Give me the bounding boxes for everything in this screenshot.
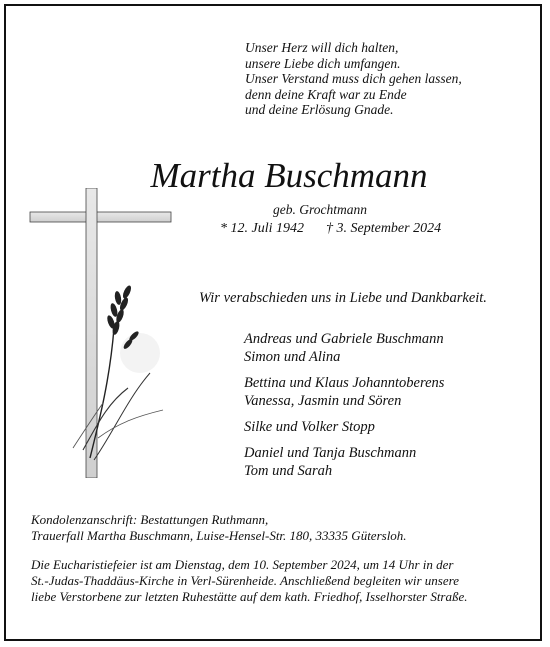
service-line: St.-Judas-Thaddäus-Kirche in Verl-Sürenheide. Anschließend begleiten wir unsere: [31, 573, 459, 588]
family-list: [244, 330, 444, 488]
family-line: Daniel und Tanja Buschmann: [244, 445, 417, 461]
death-date: † 3. September 2024: [326, 221, 442, 236]
family-line: Vanessa, Jasmin und Sören: [244, 393, 402, 409]
condolence-line: Kondolenzanschrift: Bestattungen Ruthmann,: [31, 512, 269, 527]
family-line: Simon und Alina: [244, 349, 341, 365]
birth-date: * 12. Juli 1942: [220, 221, 304, 236]
poem: [245, 40, 462, 118]
family-group: [244, 374, 444, 410]
family-group: [244, 444, 444, 480]
family-group: [244, 330, 444, 366]
family-group: [244, 418, 444, 436]
cross-with-wheat-icon: [28, 188, 173, 478]
service-line: liebe Verstorbene zur letzten Ruhestätte auf dem kath. Friedhof, Isselhorster Straße.: [31, 589, 468, 604]
poem-line: und deine Erlösung Gnade.: [245, 102, 394, 117]
poem-line: Unser Verstand muss dich gehen lassen,: [245, 71, 462, 86]
family-line: Bettina und Klaus Johanntoberens: [244, 375, 445, 391]
condolence-line: Trauerfall Martha Buschmann, Luise-Hensel-Str. 180, 33335 Gütersloh.: [31, 528, 407, 543]
poem-line: denn deine Kraft war zu Ende: [245, 86, 407, 102]
service-line: Die Eucharistiefeier ist am Dienstag, dem 10. September 2024, um 14 Uhr in der: [31, 557, 454, 572]
service-info: [31, 557, 468, 605]
farewell-text: Wir verabschieden uns in Liebe und Dankbarkeit.: [199, 290, 487, 306]
poem-line: Unser Herz will dich halten,: [245, 40, 399, 55]
family-line: Silke und Volker Stopp: [244, 419, 375, 435]
family-line: Tom und Sarah: [244, 463, 333, 479]
life-dates: [220, 221, 463, 237]
deceased-name: Martha Buschmann: [150, 156, 428, 195]
family-line: Andreas und Gabriele Buschmann: [244, 331, 444, 347]
condolence-address: [31, 512, 407, 544]
born-name: geb. Grochtmann: [273, 202, 367, 217]
poem-line: unsere Liebe dich umfangen.: [245, 55, 401, 71]
